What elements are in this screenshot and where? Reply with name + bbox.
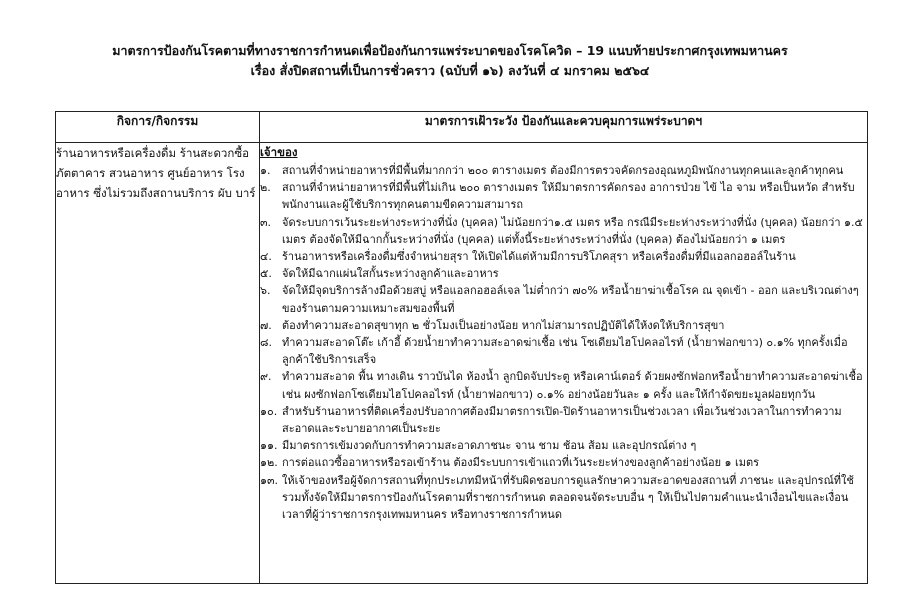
item-text: สถานที่จำหน่ายอาหารที่มีพื้นที่ไม่เกิน ๒๐๐ ตารางเมตร ให้มีมาตรการคัดกรอง อาการป่วย ไข้ ไอ จาม หรือเป็นหวัด สำหรับพนักงานและผู้ใช้บริการทุกคนตามขีดความสามารถ	[282, 181, 855, 212]
item-text: ร้านอาหารหรือเครื่องดื่มซึ่งจำหน่ายสุรา ให้เปิดได้แต่ห้ามมีการบริโภคสุรา หรือเครื่องดื่มที่มีแอลกอฮอล์ในร้าน	[282, 250, 796, 264]
list-item	[260, 437, 867, 454]
item-text: ทำความสะอาดโต๊ะ เก้าอี้ ด้วยน้ำยาทำความสะอาดฆ่าเชื้อ เช่น โซเดียมไฮโปคลอไรท์ (น้ำยาฟอกขาว) ๐.๑% ทุกครั้งเมื่อลูกค้าใช้บริการเสร็จ	[282, 336, 848, 367]
item-number: ๕.	[260, 267, 272, 281]
item-text: สถานที่จำหน่ายอาหารที่มีพื้นที่มากกว่า ๒๐๐ ตารางเมตร ต้องมีการตรวจคัดกรองอุณหภูมิพนักงานทุกคนและลูกค้าทุกคน	[282, 164, 844, 177]
column-header-measures: มาตรการเฝ้าระวัง ป้องกันและควบคุมการแพร่ระบาดฯ	[260, 112, 868, 143]
item-number: ๖.	[260, 284, 271, 298]
list-item	[260, 179, 867, 213]
column-header-activity: กิจการ/กิจกรรม	[56, 112, 260, 143]
item-text: จัดให้มีฉากแผ่นใสกั้นระหว่างลูกค้าและอาหาร	[282, 267, 499, 281]
activity-cell: ร้านอาหารหรือเครื่องดื่ม ร้านสะดวกซื้อ ภัตตาคาร สวนอาหาร ศูนย์อาหาร โรงอาหาร ซึ่งไม่รวมถึงสถานบริการ ผับ บาร์	[56, 143, 260, 584]
item-number: ๗.	[260, 318, 272, 332]
list-item	[260, 214, 867, 248]
measures-table	[55, 111, 868, 584]
table-header-row	[56, 112, 868, 143]
document-subtitle: เรื่อง สั่งปิดสถานที่เป็นการชั่วคราว (ฉบับที่ ๑๖) ลงวันที่ ๔ มกราคม ๒๕๖๔	[250, 63, 650, 78]
item-number: ๔.	[260, 250, 272, 264]
table-row	[56, 143, 868, 584]
item-text: มีมาตรการเข้มงวดกับการทำความสะอาดภาชนะ จาน ชาม ช้อน ส้อม และอุปกรณ์ต่าง ๆ	[282, 439, 697, 453]
item-number: ๑.	[260, 164, 271, 177]
list-item	[260, 368, 867, 402]
list-item	[260, 282, 867, 316]
list-item	[260, 454, 867, 471]
item-number: ๘.	[260, 336, 272, 350]
item-text: ทำความสะอาด พื้น ทางเดิน ราวบันได ห้องน้ำ ลูกบิดจับประตู หรือเคาน์เตอร์ ด้วยผงซักฟอกหรือน้ำยาทำความสะอาดฆ่าเชื้อ เช่น ผงซักฟอกโซเดียมไฮโปคลอไรท์ (น้ำยาฟอกขาว) ๐.๑% อย่างน้อยวันละ ๑ ครั้ง และให้กำจัดขยะมูลฝอยทุกวัน	[282, 370, 863, 401]
item-text: ต้องทำความสะอาดสุขาทุก ๒ ชั่วโมงเป็นอย่างน้อย หากไม่สามารถปฏิบัติได้ให้งดให้บริการสุขา	[282, 318, 725, 332]
document-title: มาตรการป้องกันโรคตามที่ทางราชการกำหนดเพื่อป้องกันการแพร่ระบาดของโรคโควิด – 19 แนบท้ายประกาศกรุงเทพมหานคร	[112, 43, 788, 58]
item-number: ๑๓.	[260, 473, 278, 487]
item-text: จัดให้มีจุดบริการล้างมือด้วยสบู่ หรือแอลกอฮอล์เจล ไม่ต่ำกว่า ๗๐% หรือน้ำยาฆ่าเชื้อโรค ณ จุดเข้า - ออก และบริเวณต่างๆ ของร้านตามความเหมาะสมของพื้นที่	[282, 284, 859, 315]
measures-list	[260, 162, 867, 523]
list-item	[260, 317, 867, 334]
item-number: ๑๑.	[260, 439, 278, 453]
item-number: ๑๒.	[260, 456, 278, 470]
item-number: ๓.	[260, 215, 272, 229]
list-item	[260, 403, 867, 437]
list-item	[260, 472, 867, 524]
item-text: สำหรับร้านอาหารที่ติดเครื่องปรับอากาศต้องมีมาตรการเปิด-ปิดร้านอาหารเป็นช่วงเวลา เพื่อเว้นช่วงเวลาในการทำความสะอาดและระบายอากาศเป็นระยะ	[282, 404, 842, 436]
item-number: ๙.	[260, 370, 272, 384]
list-item	[260, 265, 867, 282]
item-number: ๑๐.	[260, 404, 278, 418]
item-text: จัดระบบการเว้นระยะห่างระหว่างที่นั่ง (บุคคล) ไม่น้อยกว่า๑.๕ เมตร หรือ กรณีมีระยะห่างระหว่างที่นั่ง (บุคคล) น้อยกว่า ๑.๕ เมตร ต้องจัดให้มีฉากกั้นระหว่างที่นั่ง (บุคคล) แต่ทั้งนี้ระยะห่างระหว่างที่นั่ง (บุคคล) ต้องไม่น้อยกว่า ๑ เมตร	[282, 215, 863, 246]
item-number: ๒.	[260, 181, 271, 195]
list-item	[260, 248, 867, 265]
measures-cell	[260, 143, 868, 584]
item-text: การต่อแถวซื้ออาหารหรือรอเข้าร้าน ต้องมีระบบการเข้าแถวที่เว้นระยะห่างของลูกค้าอย่างน้อย ๑ เมตร	[282, 456, 760, 470]
list-item	[260, 162, 867, 179]
owner-label: เจ้าของ	[260, 145, 298, 159]
item-text: ให้เจ้าของหรือผู้จัดการสถานที่ทุกประเภทมีหน้าที่รับผิดชอบการดูแลรักษาความสะอาดของสถานที่ ภาชนะ และอุปกรณ์ที่ใช้ รวมทั้งจัดให้มีมาตรการป้องกันโรคตามที่ราชการกำหนด ตลอดจนจัดระบบอื่น ๆ ให้เป็นไปตามคำแนะนำเงื่อนไขและเงื่อนเวลาที่ผู้ว่าราชการกรุงเทพมหานคร หรือทางราชการกำหนด	[282, 473, 854, 522]
list-item	[260, 334, 867, 368]
